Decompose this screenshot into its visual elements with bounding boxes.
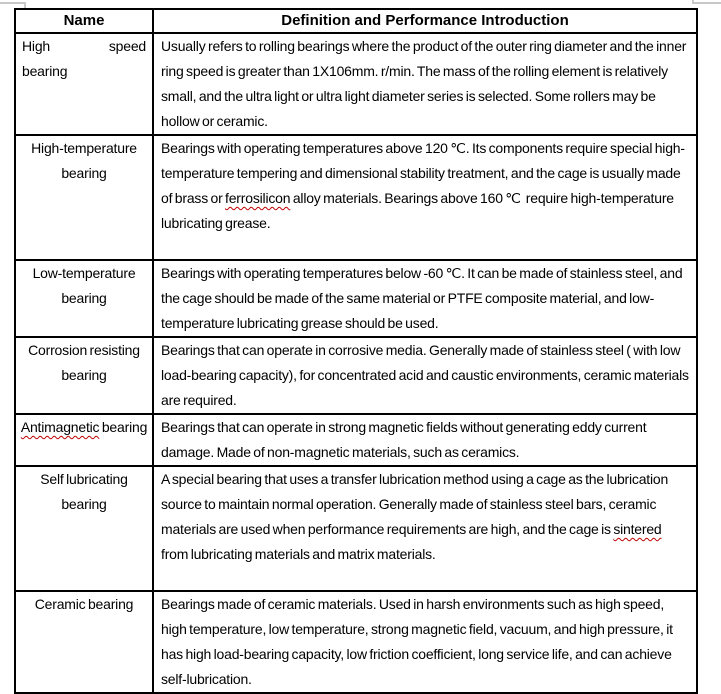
name-cell-high-speed-bearing[interactable] — [15, 33, 153, 135]
name-cell-ceramic-bearing[interactable]: Ceramic bearing — [15, 591, 153, 693]
text-segment: Usually refers to rolling bearings where the product of the outer ring diameter and the inner ring speed is greater than 1X106mm. r/min. The mass of the rolling element is relatively small, and the ultra light or ultra light diameter series is selected. Some rollers may be hollow or ceramic. — [161, 38, 687, 129]
name-cell-antimagnetic-bearing[interactable] — [15, 414, 153, 466]
definition-cell[interactable] — [153, 337, 697, 414]
row-name-line-2: bearing — [22, 63, 68, 79]
name-cell-corrosion-resisting-bearing[interactable]: Corrosion resisting bearing — [15, 337, 153, 414]
definition-cell[interactable] — [153, 135, 697, 260]
misspelled-word: sintered — [613, 521, 662, 537]
name-cell-high-temperature-bearing[interactable]: High-temperature bearing — [15, 135, 153, 260]
table-row — [15, 33, 697, 135]
text-segment: Bearings with operating temperatures below -60 ℃. It can be made of stainless steel, and the cage should be made of the same material or PTFE composite material, and low-temperature lubricating grease should be used. — [161, 265, 683, 331]
table-row — [15, 135, 697, 260]
name-cell-self-lubricating-bearing[interactable]: Self lubricating bearing — [15, 466, 153, 591]
table-row — [15, 466, 697, 591]
row-name-word: High — [22, 38, 50, 54]
table-row — [15, 414, 697, 466]
misspelled-word: Antimagnetic — [20, 419, 100, 435]
text-segment: alloy materials. Bearings above 160 ℃ require high-temperature lubricating grease. — [161, 190, 674, 231]
name-cell-low-temperature-bearing[interactable]: Low-temperature bearing — [15, 260, 153, 337]
text-segment: bearing — [99, 419, 148, 435]
header-row — [15, 9, 697, 33]
table-row — [15, 591, 697, 693]
text-segment: Bearings made of ceramic materials. Used in harsh environments such as high speed, high temperature, low temperature, strong magnetic field, vacuum, and high pressure, it has high load-bearing capacity, low friction coefficient, long service life, and can achieve self-lubrication. — [161, 596, 673, 687]
gridline-artifact-right-horizontal — [692, 2, 721, 4]
row-name-line-1 — [20, 34, 148, 59]
definition-cell[interactable] — [153, 466, 697, 591]
text-segment: Bearings that can operate in strong magnetic fields without generating eddy current damage. Made of non-magnetic materials, such as ceramics. — [161, 419, 647, 460]
gridline-artifact-right-vertical — [692, 0, 694, 4]
definition-cell[interactable] — [153, 260, 697, 337]
text-segment: from lubricating materials and matrix materials. — [161, 546, 436, 562]
bearing-types-table — [14, 8, 698, 694]
definition-cell[interactable] — [153, 33, 697, 135]
table-row — [15, 260, 697, 337]
table-row — [15, 337, 697, 414]
text-segment: Bearings with operating temperatures above 120 ℃. Its components require special high-temperature tempering and dimensional stability treatment, and the cage is usually made of brass or — [161, 140, 685, 206]
gridline-artifact-left-horizontal — [0, 2, 26, 4]
column-header-definition: Definition and Performance Introduction — [153, 9, 697, 33]
definition-cell[interactable] — [153, 591, 697, 693]
text-segment: A special bearing that uses a transfer lubrication method using a cage as the lubrication source to maintain normal operation. Generally made of stainless steel bars, ceramic materials are used when performance requirements are high, and the cage is — [161, 471, 669, 537]
column-header-name: Name — [15, 9, 153, 33]
misspelled-word: ferrosilicon — [225, 190, 291, 206]
text-segment: Bearings that can operate in corrosive media. Generally made of stainless steel ( with low load-bearing capacity), for concentrated acid and caustic environments, ceramic materials are required. — [161, 342, 689, 408]
definition-cell[interactable] — [153, 414, 697, 466]
row-name-word: speed — [108, 38, 146, 54]
